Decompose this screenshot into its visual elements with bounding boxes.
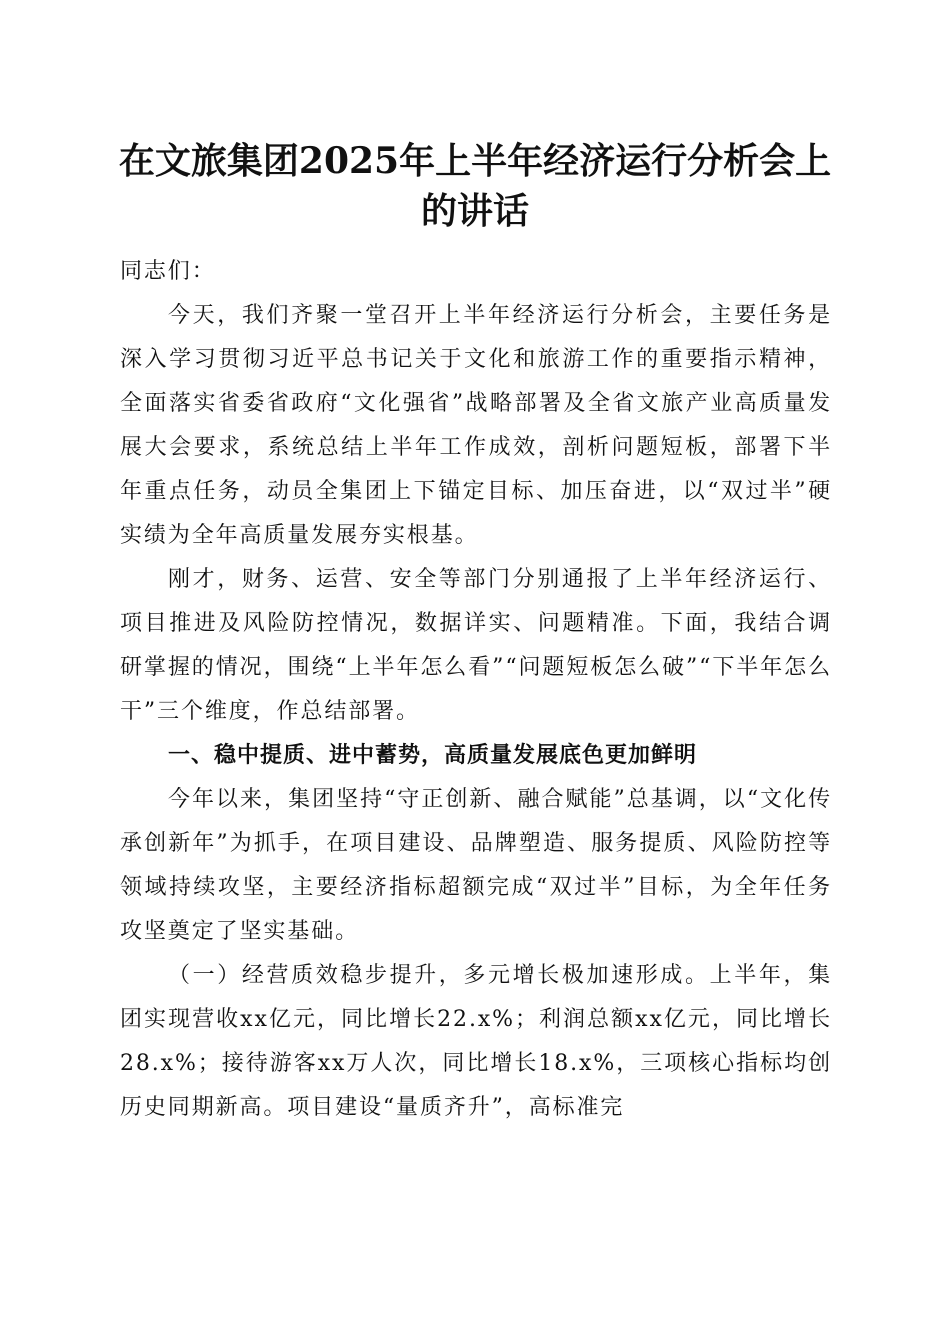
subsection-1-paragraph [120, 954, 832, 1130]
subsection-1-text: 上半年，集团实现营收xx亿元，同比增长22.x%；利润总额xx亿元，同比增长28.x%；接待游客xx万人次，同比增长18.x%，三项核心指标均创历史同期新高。项目建设“量质齐升”，高标准完 [120, 963, 832, 1120]
paragraph-1: 今天，我们齐聚一堂召开上半年经济运行分析会，主要任务是深入学习贯彻习近平总书记关于文化和旅游工作的重要指示精神，全面落实省委省政府“文化强省”战略部署及全省文旅产业高质量发展大会要求，系统总结上半年工作成效，剖析问题短板，部署下半年重点任务，动员全集团上下锚定目标、加压奋进，以“双过半”硬实绩为全年高质量发展夯实根基。 [120, 303, 832, 548]
document-title: 在文旅集团2025年上半年经济运行分析会上的讲话 [118, 140, 832, 232]
section-1-heading: 一、稳中提质、进中蓄势，高质量发展底色更加鲜明 [168, 743, 698, 768]
paragraph-2: 刚才，财务、运营、安全等部门分别通报了上半年经济运行、项目推进及风险防控情况，数据详实、问题精准。下面，我结合调研掌握的情况，围绕“上半年怎么看”“问题短板怎么破”“下半年怎么干”三个维度，作总结部署。 [120, 567, 832, 724]
section-1-intro: 今年以来，集团坚持“守正创新、融合赋能”总基调，以“文化传承创新年”为抓手，在项目建设、品牌塑造、服务提质、风险防控等领域持续攻坚，主要经济指标超额完成“双过半”目标，为全年任务攻坚奠定了坚实基础。 [120, 787, 832, 944]
salutation: 同志们： [120, 259, 216, 284]
subsection-1-heading: （一）经营质效稳步提升，多元增长极加速形成。 [168, 963, 710, 988]
document-body [120, 250, 832, 1130]
